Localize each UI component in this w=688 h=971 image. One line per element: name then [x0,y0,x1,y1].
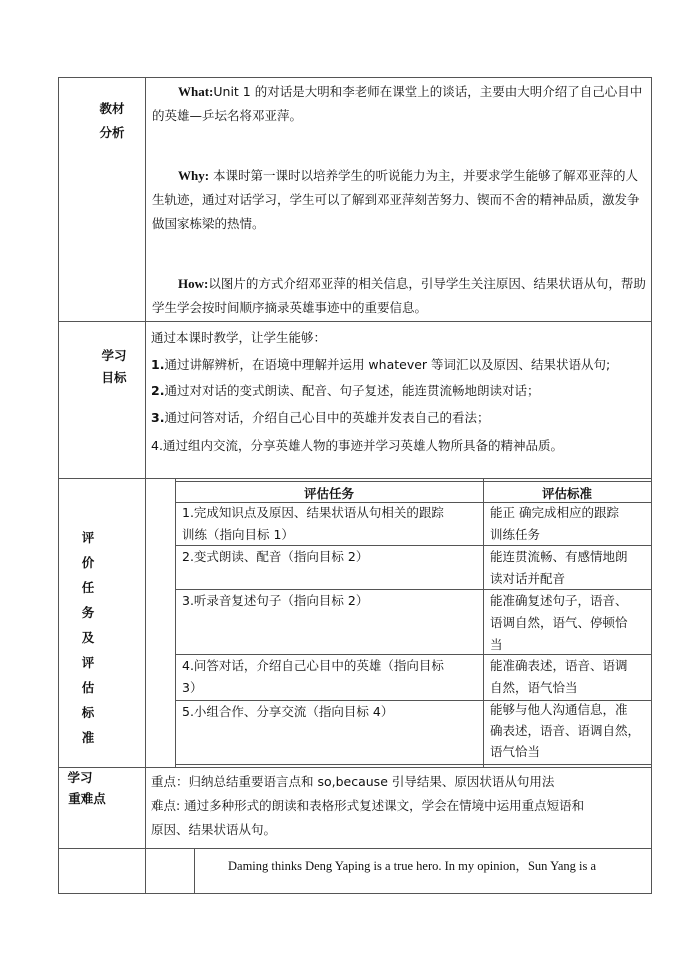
goals-label-line2: 目标 [101,370,127,385]
eval-row-1-standard [490,502,619,546]
what-key: What: [178,84,214,99]
eval-row-3-standard [490,590,628,656]
last-row-inner-divider [194,848,195,894]
eval-row-4-task-line1: 4.问答对话，介绍自己心目中的英雄（指向目标 [182,658,444,673]
eval-row-4-standard-line2: 自然，语气恰当 [490,680,578,695]
goal-item-3 [151,410,489,426]
evaluation-label-char-6: 评 [81,655,95,670]
eval-row-5-standard-line1: 能够与他人沟通信息，准 [490,702,628,717]
eval-row-3-task [182,590,368,612]
analysis-what-paragraph [152,80,646,128]
table-border-top [58,77,651,78]
goal-item-3-text: 通过问答对话，介绍自己心目中的英雄并发表自己的看法； [164,410,490,425]
row-divider-last [58,848,651,849]
row-divider-keypoints [58,767,651,768]
why-key: Why: [178,168,210,183]
inner-table-left [175,478,176,767]
inner-table-top [175,481,651,482]
table-border-bottom [58,893,651,894]
keypoints-label-line1: 学习 [67,770,93,785]
eval-row-4-standard-line1: 能准确表述，语音、语调 [490,658,628,673]
label-column-divider [145,77,146,894]
column-header-task: 评估任务 [303,486,354,501]
row-divider-goals [58,321,651,322]
column-header-standard: 评估标准 [541,486,592,501]
what-text: Unit 1 的对话是大明和李老师在课堂上的谈话，主要由大明介绍了自己心目中的英雄—乒坛名将邓亚萍。 [152,84,643,123]
last-row-text: Daming thinks Deng Yaping is a true hero. In my opinion，Sun Yang is a [228,859,597,873]
evaluation-label-char-1: 评 [81,530,95,545]
goal-item-2-num: 2. [151,383,165,398]
difficulty-line1: 难点: 通过多种形式的朗读和表格形式复述课文，学会在情境中运用重点短语和 [151,798,585,813]
eval-row-1-standard-line1: 能正 确完成相应的跟踪 [490,505,619,520]
difficulty-line2: 原因、结果状语从句。 [151,822,277,837]
goals-label-line1: 学习 [101,348,127,363]
analysis-how-paragraph [152,272,646,320]
inner-table-mid [483,478,484,767]
eval-row-5-standard [490,699,640,762]
how-key: How: [178,276,209,291]
eval-row-5-standard-line2: 确表述，语音、语调自然， [490,723,641,738]
eval-row-3-standard-line3: 当 [490,637,503,652]
keypoints-content [151,770,584,842]
goal-item-1 [151,357,610,373]
analysis-label-line1: 教材 [99,101,125,116]
evaluation-label-char-4: 务 [81,605,95,620]
goal-item-4 [151,438,563,454]
eval-row-5-task-line1: 5.小组合作、分享交流（指向目标 4） [182,704,394,719]
evaluation-label-char-8: 标 [81,705,95,720]
goal-item-2 [151,383,539,399]
goals-intro: 通过本课时教学，让学生能够： [151,330,327,345]
eval-row-2-task [182,546,368,568]
eval-row-4-task [182,655,444,699]
table-border-right [651,77,652,894]
eval-row-2-standard-line1: 能连贯流畅、有感情地朗 [490,549,628,564]
goal-item-1-num: 1. [151,357,165,372]
row-divider-evaluation [58,478,651,479]
eval-row-3-standard-line1: 能准确复述句子，语音、 [490,593,628,608]
eval-row-4-task-line2: 3） [182,680,203,695]
eval-row-1-task [182,502,444,546]
eval-row-5-standard-line3: 语气恰当 [490,744,541,759]
keypoints-label-line2: 重难点 [68,791,106,806]
eval-row-5-task [182,701,393,723]
eval-row-2-standard-line2: 读对话并配音 [490,571,566,586]
evaluation-label-char-5: 及 [81,630,95,645]
evaluation-label-char-7: 估 [81,680,95,695]
eval-row-1-standard-line2: 训练任务 [490,527,541,542]
eval-row-1-task-line2: 训练（指向目标 1） [182,527,294,542]
eval-row-2-task-line1: 2.变式朗读、配音（指向目标 2） [182,549,369,564]
evaluation-label-char-9: 准 [81,730,95,745]
goal-item-2-text: 通过对对话的变式朗读、配音、句子复述，能连贯流畅地朗读对话； [164,383,540,398]
eval-row-3-task-line1: 3.听录音复述句子（指向目标 2） [182,593,369,608]
eval-row-3-standard-line2: 语调自然，语气、停顿恰 [490,615,628,630]
evaluation-label-char-2: 价 [81,555,95,570]
goal-item-4-num: 4. [151,438,163,453]
eval-row-4-standard [490,655,628,699]
evaluation-label-char-3: 任 [81,580,95,595]
why-text: 本课时第一课时以培养学生的听说能力为主，并要求学生能够了解邓亚萍的人生轨迹，通过对话学习，学生可以了解到邓亚萍刻苦努力、锲而不舍的精神品质，激发争做国家栋梁的热情。 [152,168,640,231]
goal-item-1-text: 通过讲解辨析，在语境中理解并运用 whatever 等词汇以及原因、结果状语从句; [164,357,611,372]
analysis-label-line2: 分析 [99,125,125,140]
key-point-line: 重点：归纳总结重要语言点和 so,because 引导结果、原因状语从句用法 [151,774,555,789]
eval-row-2-standard [490,546,628,590]
inner-table-bottom [175,764,651,765]
evaluation-label-vertical [78,525,98,750]
goal-item-3-num: 3. [151,410,165,425]
goal-item-4-text: 通过组内交流，分享英雄人物的事迹并学习英雄人物所具备的精神品质。 [162,438,563,453]
eval-row-1-task-line1: 1.完成知识点及原因、结果状语从句相关的跟踪 [182,505,444,520]
analysis-why-paragraph [152,164,646,236]
how-text: 以图片的方式介绍邓亚萍的相关信息，引导学生关注原因、结果状语从句，帮助学生学会按时间顺序摘录英雄事迹中的重要信息。 [152,276,646,315]
